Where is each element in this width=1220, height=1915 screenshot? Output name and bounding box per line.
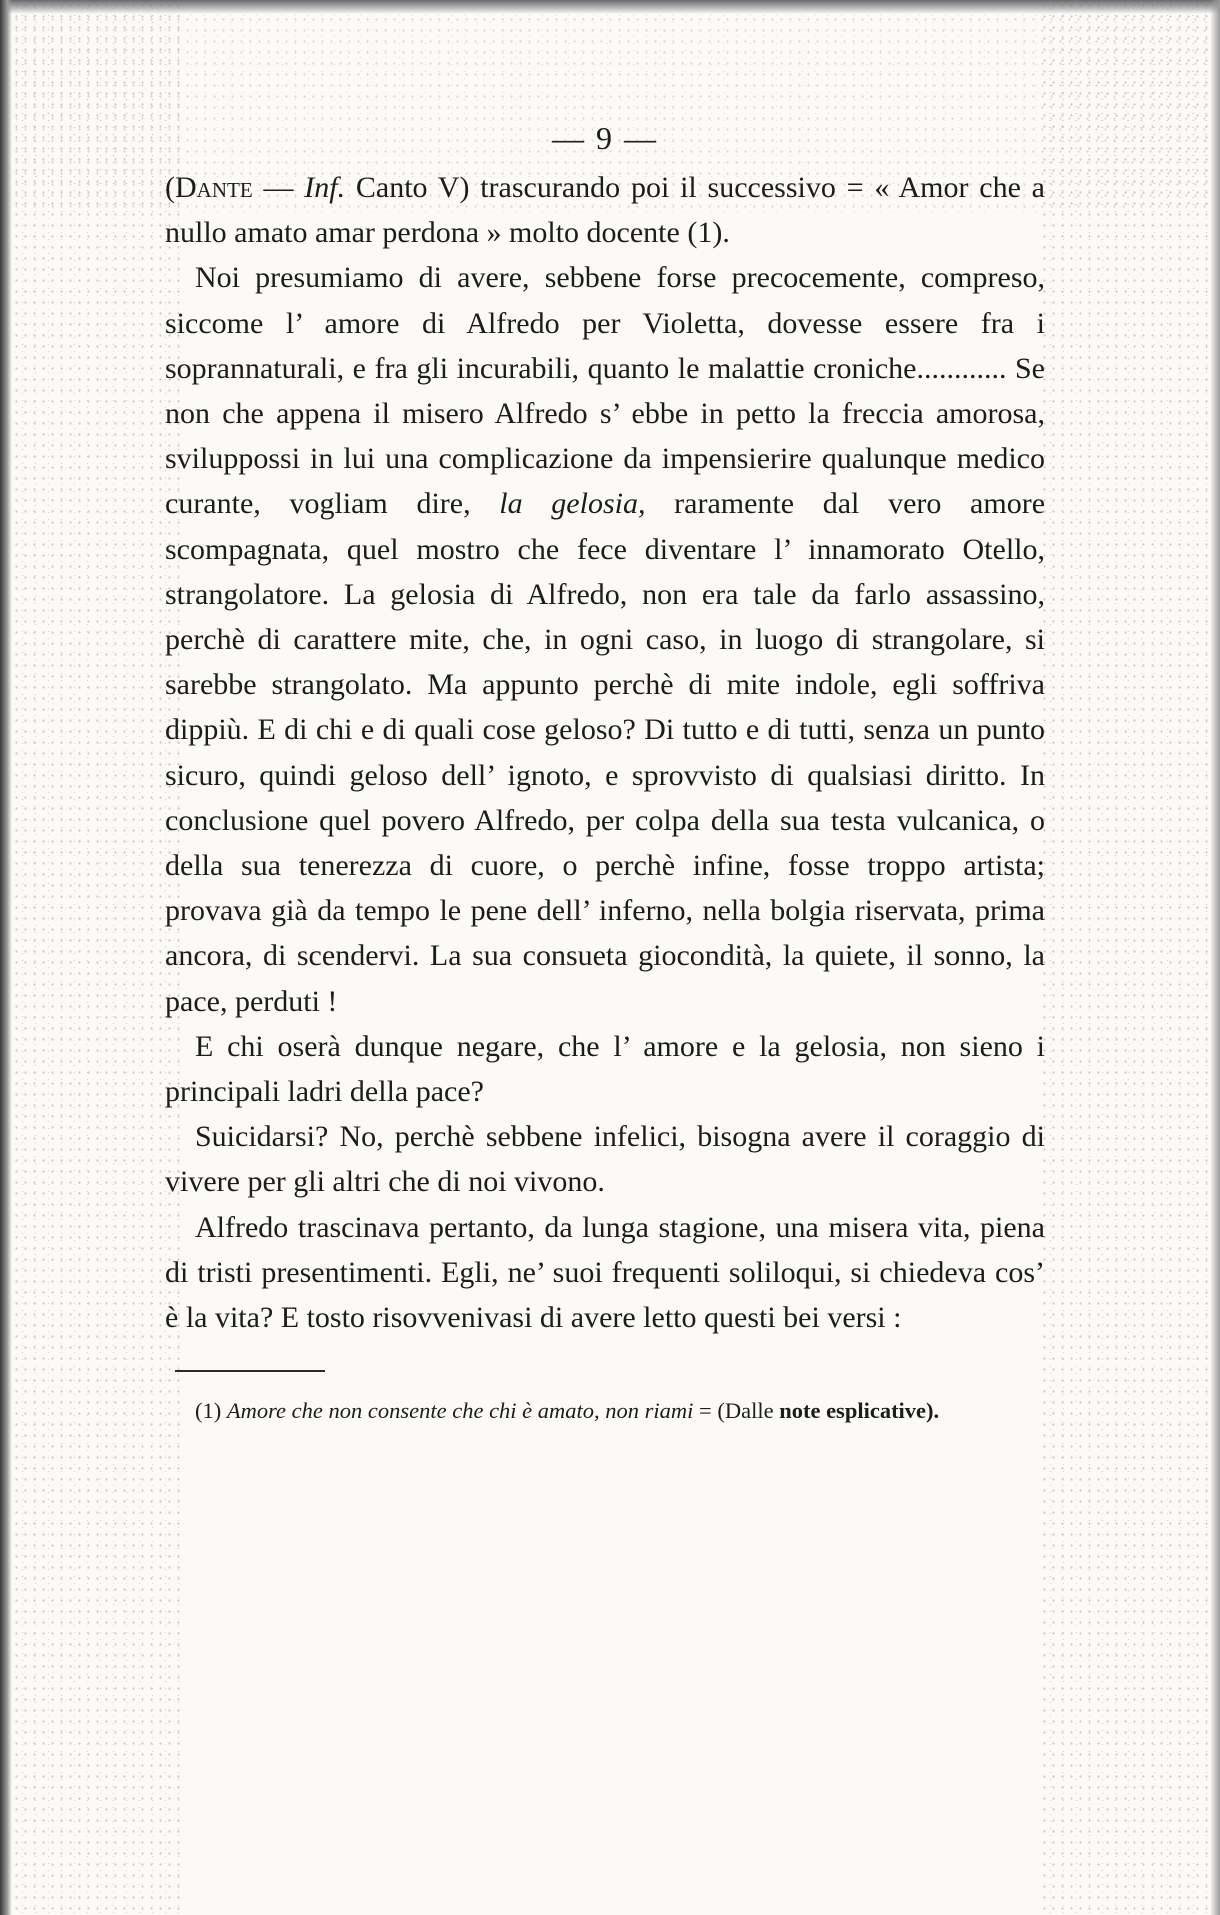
page-top-edge — [0, 0, 1220, 14]
page-content — [165, 120, 1045, 1428]
footnote-text: = (Dalle — [693, 1398, 780, 1424]
scan-noise-right — [1040, 0, 1210, 1915]
body-text — [165, 165, 1045, 1340]
footnote-marker: (1) — [195, 1398, 222, 1424]
footnote-bold-text: note esplicative). — [779, 1398, 940, 1424]
paragraph-3-segment: E chi oserà dunque negare, che l’ amore e la gelosia, non sieno i principali ladri della pace? — [165, 1029, 1045, 1109]
scan-noise-left — [12, 0, 182, 1915]
paragraph-2-segment: Noi presumiamo di avere, sebbene forse precocemente, compreso, siccome l’ amore di Alfredo per Violetta, dovesse essere fra i soprannaturali, e fra gli incurabili, quanto le malattie croniche............ Se non che appena il misero Alfredo s’ ebbe in petto la freccia amorosa, sviluppossi in lui una complicazione da impensierire qualunque medico curante, vogliam dire, — [165, 261, 1045, 521]
paragraph-1 — [165, 165, 1045, 255]
paragraph-5 — [165, 1205, 1045, 1341]
paragraph-5-segment: Alfredo trascinava pertanto, da lunga stagione, una misera vita, piena di tristi presentimenti. Egli, ne’ suoi frequenti soliloqui, si chiedeva cos’ è la vita? E tosto risovvenivasi di avere letto questi bei versi : — [165, 1210, 1045, 1335]
paragraph-1-segment: ( — [165, 171, 175, 204]
footnote — [165, 1394, 1045, 1428]
page-number: — 9 — — [552, 120, 658, 156]
page-right-edge — [1210, 0, 1220, 1915]
paragraph-4-segment: Suicidarsi? No, perchè sebbene infelici, bisogna avere il coraggio di vivere per gli altri che di noi vivono. — [165, 1120, 1045, 1199]
paragraph-3 — [165, 1024, 1045, 1114]
page-left-edge — [0, 0, 12, 1915]
footnote-divider — [175, 1370, 325, 1372]
italic-phrase: la gelosia, — [499, 487, 646, 521]
paragraph-4 — [165, 1114, 1045, 1204]
paragraph-1-segment: — — [252, 171, 305, 204]
paragraph-1-segment: Canto V) trascurando poi il successivo = « Amor che a nullo amato amar perdona » molto docente (1). — [165, 171, 1045, 250]
paragraph-2 — [165, 255, 1045, 1023]
author-name: Dante — [175, 171, 253, 204]
work-abbreviation: Inf. — [304, 171, 346, 204]
footnote-italic-text: Amore che non consente che chi è amato, non riami — [226, 1398, 694, 1424]
paragraph-2-segment: raramente dal vero amore scompagnata, quel mostro che fece diventare l’ innamorato Otello, strangolatore. La gelosia di Alfredo, non era tale da farlo assassino, perchè di carattere mite, che, in ogni caso, in luogo di strangolare, si sarebbe strangolato. Ma appunto perchè di mite indole, egli soffriva dippiù. E di chi e di quali cose geloso? Di tutto e di tutti, senza un punto sicuro, quindi geloso dell’ ignoto, e sprovvisto di qualsiasi diritto. In conclusione quel povero Alfredo, per colpa della sua testa vulcanica, o della sua tenerezza di cuore, o perchè infine, fosse troppo artista; provava già da tempo le pene dell’ inferno, nella bolgia riservata, prima ancora, di scendervi. La sua consueta giocondità, la quiete, il sonno, la pace, perduti ! — [165, 487, 1046, 1018]
